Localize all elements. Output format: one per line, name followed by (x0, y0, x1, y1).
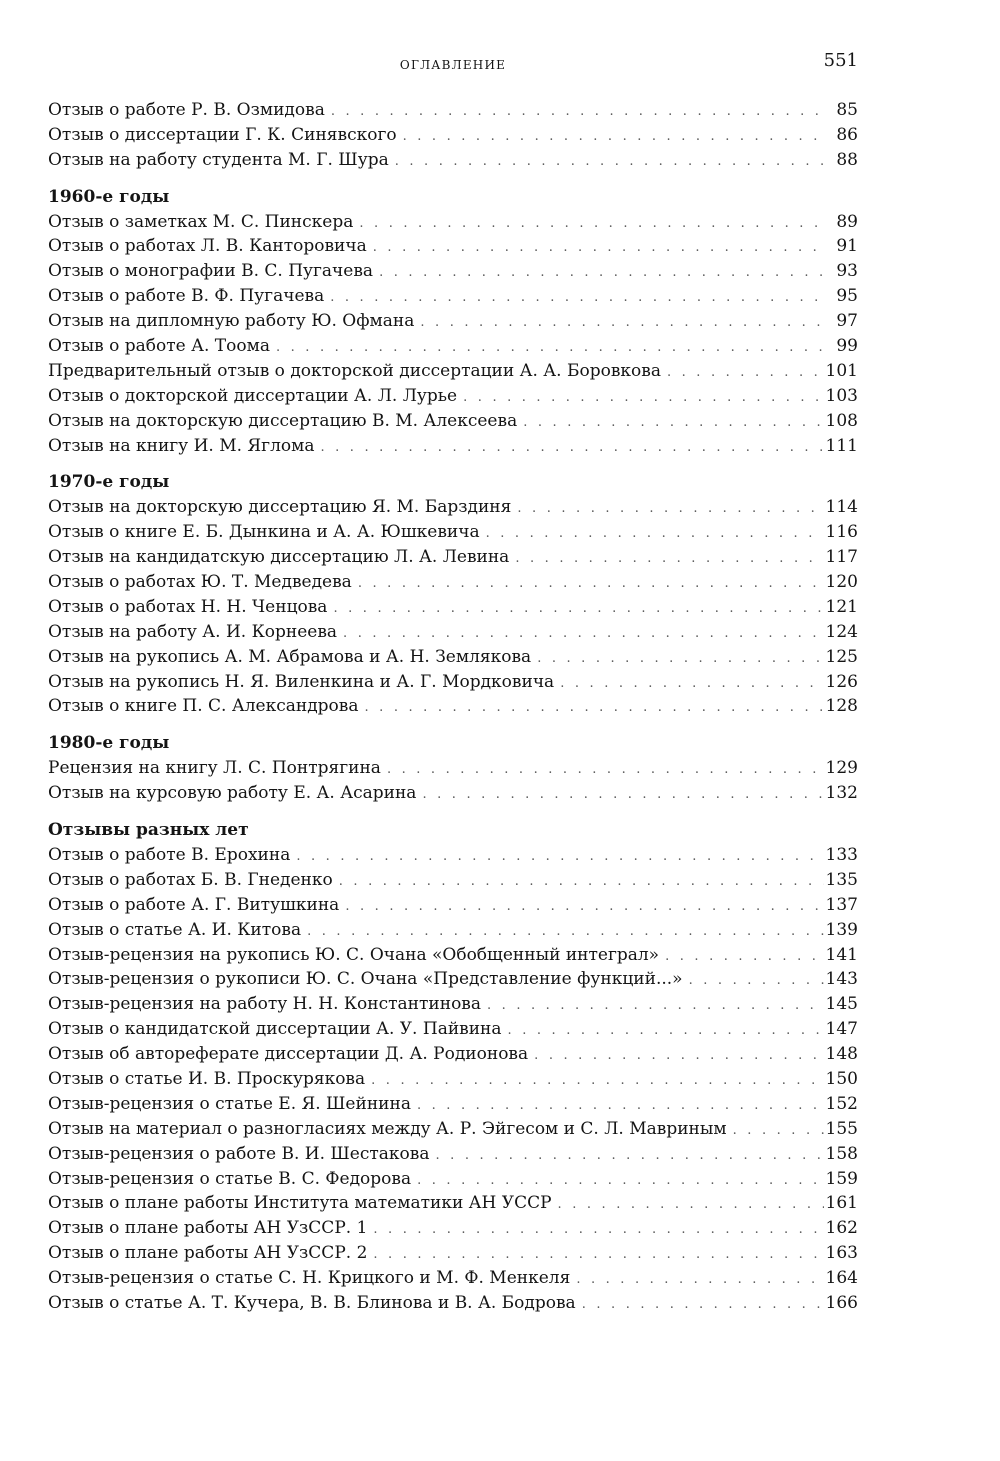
dot-leader (307, 920, 823, 945)
dot-leader (339, 870, 824, 895)
toc-entry-page: 99 (836, 336, 858, 357)
toc-entry-title: Отзыв на работу студента М. Г. Шура (48, 149, 389, 170)
dot-leader (395, 150, 826, 175)
toc-entry[interactable] (48, 309, 858, 334)
toc-entry-page: 164 (825, 1268, 858, 1289)
toc-entry[interactable] (48, 893, 858, 918)
toc-entry[interactable] (48, 284, 858, 309)
toc-entry[interactable] (48, 570, 858, 595)
toc-entry[interactable] (48, 645, 858, 670)
toc-entry-title: Отзыв-рецензия на работу Н. Н. Константинова (48, 994, 482, 1015)
toc-entry[interactable] (48, 359, 858, 384)
toc-entry-page: 148 (825, 1044, 858, 1065)
dot-leader (534, 1044, 823, 1069)
toc-entry[interactable] (48, 234, 858, 259)
toc-entry[interactable] (48, 1167, 858, 1192)
dot-leader (733, 1119, 824, 1144)
toc-entry[interactable] (48, 670, 858, 695)
toc-entry-title: Отзыв на докторскую диссертацию Я. М. Барздиня (48, 497, 512, 518)
toc-entry-title: Отзыв об автореферате диссертации Д. А. Родионова (48, 1044, 529, 1065)
toc-entry-title: Отзыв на курсовую работу Е. А. Асарина (48, 783, 417, 804)
dot-leader (371, 1069, 823, 1094)
dot-leader (523, 411, 823, 436)
dot-leader (422, 783, 823, 808)
section-heading: Отзывы разных лет (48, 820, 249, 841)
toc-entry-page: 97 (836, 311, 858, 332)
toc-entry[interactable] (48, 1266, 858, 1291)
toc-entry-title: Отзыв о плане работы АН УзССР. 2 (48, 1243, 368, 1264)
toc-entry-title: Отзыв-рецензия о статье С. Н. Крицкого и М. Ф. Менкеля (48, 1268, 571, 1289)
toc-entry-title: Отзыв о работах Н. Н. Ченцова (48, 596, 328, 617)
toc-entry[interactable] (48, 992, 858, 1017)
toc-entry[interactable] (48, 756, 858, 781)
toc-entry-page: 143 (825, 969, 858, 990)
toc-entry-page: 150 (825, 1068, 858, 1089)
dot-leader (403, 125, 826, 150)
dot-leader (508, 1019, 824, 1044)
toc-section (48, 470, 858, 719)
toc-entry[interactable] (48, 1067, 858, 1092)
dot-leader (373, 236, 826, 261)
toc-entry[interactable] (48, 694, 858, 719)
dot-leader (358, 572, 824, 597)
toc-intro-list (48, 98, 858, 173)
toc-entry-page: 139 (825, 919, 858, 940)
toc-entry-title: Отзыв о диссертации Г. К. Синявского (48, 124, 397, 145)
toc-entry[interactable] (48, 259, 858, 284)
toc-entry-title: Предварительный отзыв о докторской диссертации А. А. Боровкова (48, 360, 661, 381)
section-heading: 1960-е годы (48, 186, 170, 207)
toc-entry[interactable] (48, 123, 858, 148)
toc-entry[interactable] (48, 781, 858, 806)
toc-entry-title: Отзыв-рецензия на рукопись Ю. С. Очана «Обобщенный интеграл» (48, 944, 660, 965)
toc-entry-page: 116 (825, 522, 858, 543)
toc-entry-title: Отзыв о книге П. С. Александрова (48, 696, 359, 717)
toc-entry[interactable] (48, 520, 858, 545)
toc-entry[interactable] (48, 210, 858, 235)
running-head-title: ОГЛАВЛЕНИЕ (399, 58, 507, 72)
toc-entry-page: 124 (825, 621, 858, 642)
toc-entry-page: 126 (825, 671, 858, 692)
dot-leader (665, 945, 823, 970)
toc-entry[interactable] (48, 843, 858, 868)
toc-entry-page: 145 (825, 994, 858, 1015)
toc-entry-title: Отзыв о работе А. Г. Витушкина (48, 894, 340, 915)
toc-entry-page: 117 (825, 547, 858, 568)
toc-entry-page: 147 (825, 1019, 858, 1040)
dot-leader (345, 895, 823, 920)
dot-leader (387, 758, 824, 783)
dot-leader (296, 845, 823, 870)
toc-entry[interactable] (48, 1291, 858, 1316)
toc-entry[interactable] (48, 334, 858, 359)
running-head (48, 50, 858, 82)
toc-entry-title: Отзыв о работе В. Ф. Пугачева (48, 286, 325, 307)
toc-entry-title: Отзыв на рукопись Н. Я. Виленкина и А. Г. Мордковича (48, 671, 555, 692)
dot-leader (373, 1243, 823, 1268)
toc-entry[interactable] (48, 967, 858, 992)
toc-entry-page: 125 (825, 646, 858, 667)
toc-entry-page: 135 (825, 869, 858, 890)
dot-leader (365, 696, 824, 721)
toc-entry-title: Отзыв о плане работы Института математики АН УССР (48, 1193, 552, 1214)
toc-entry[interactable] (48, 1092, 858, 1117)
dot-leader (435, 1144, 823, 1169)
toc-entry-title: Отзыв о работах Б. В. Гнеденко (48, 869, 333, 890)
dot-leader (515, 547, 823, 572)
toc-entry-title: Отзыв на дипломную работу Ю. Офмана (48, 311, 415, 332)
toc-entry-page: 128 (825, 696, 858, 717)
toc-entry[interactable] (48, 943, 858, 968)
toc-section (48, 731, 858, 806)
toc-entry-page: 137 (825, 894, 858, 915)
toc-entry-page: 132 (825, 783, 858, 804)
toc-entry-title: Отзыв о монографии В. С. Пугачева (48, 261, 374, 282)
toc-entry[interactable] (48, 98, 858, 123)
dot-leader (689, 969, 824, 994)
toc-entry-page: 166 (825, 1292, 858, 1313)
toc-entry-title: Отзыв о книге Е. Б. Дынкина и А. А. Юшкевича (48, 522, 480, 543)
toc-entry-page: 133 (825, 844, 858, 865)
dot-leader (331, 100, 826, 125)
toc-entry-title: Отзыв на кандидатскую диссертацию Л. А. Левина (48, 547, 510, 568)
toc-entry-page: 158 (825, 1143, 858, 1164)
toc-entry-page: 120 (825, 572, 858, 593)
toc-entry-page: 141 (825, 944, 858, 965)
toc-entry-title: Отзыв о работах Ю. Т. Медведева (48, 572, 352, 593)
toc-entry-page: 111 (825, 435, 858, 456)
toc-entry-title: Отзыв-рецензия о рукописи Ю. С. Очана «Представление функций...» (48, 969, 683, 990)
toc-entry-title: Отзыв о работах Л. В. Канторовича (48, 236, 367, 257)
toc-entry-title: Отзыв-рецензия о статье Е. Я. Шейнина (48, 1093, 411, 1114)
toc-entry-title: Отзыв о статье И. В. Проскурякова (48, 1068, 366, 1089)
toc-entry[interactable] (48, 1117, 858, 1142)
toc-entry[interactable] (48, 384, 858, 409)
toc-entry-page: 89 (836, 211, 858, 232)
dot-leader (373, 1218, 823, 1243)
toc-entry-title: Отзыв о работе В. Ерохина (48, 844, 291, 865)
toc-entry-title: Отзыв на работу А. И. Корнеева (48, 621, 338, 642)
dot-leader (517, 497, 823, 522)
toc-entry-title: Отзыв о заметках М. С. Пинскера (48, 211, 354, 232)
toc-entry-page: 93 (836, 261, 858, 282)
dot-leader (420, 311, 826, 336)
toc-entry-page: 108 (825, 410, 858, 431)
toc-entry-title: Отзыв о статье А. Т. Кучера, В. В. Блинова и В. А. Бодрова (48, 1292, 576, 1313)
toc-entry[interactable] (48, 595, 858, 620)
toc-entry[interactable] (48, 868, 858, 893)
toc-entry[interactable] (48, 1241, 858, 1266)
dot-leader (276, 336, 826, 361)
toc-entry-page: 162 (825, 1218, 858, 1239)
toc-entry[interactable] (48, 148, 858, 173)
toc-entry[interactable] (48, 1191, 858, 1216)
toc-entry[interactable] (48, 918, 858, 943)
dot-leader (359, 212, 826, 237)
toc-entry-title: Отзыв на рукопись А. М. Абрамова и А. Н. Землякова (48, 646, 532, 667)
dot-leader (537, 647, 823, 672)
dot-leader (379, 261, 826, 286)
page-number: 551 (823, 50, 858, 71)
toc-entry-page: 159 (825, 1168, 858, 1189)
dot-leader (330, 286, 826, 311)
toc-entry-page: 163 (825, 1243, 858, 1264)
dot-leader (667, 361, 824, 386)
dot-leader (486, 522, 824, 547)
section-heading: 1970-е годы (48, 472, 170, 493)
section-heading: 1980-е годы (48, 733, 170, 754)
dot-leader (560, 672, 823, 697)
dot-leader (582, 1293, 824, 1318)
dot-leader (558, 1193, 824, 1218)
toc-entry-page: 101 (825, 360, 858, 381)
toc-entry-title: Отзыв о работе Р. В. Озмидова (48, 100, 325, 120)
dot-leader (333, 597, 823, 622)
toc-entry-page: 88 (836, 149, 858, 170)
toc-entry-page: 114 (825, 497, 858, 518)
toc-entry[interactable] (48, 1017, 858, 1042)
toc-sections (48, 185, 858, 1316)
toc-entry-title: Отзыв-рецензия о статье В. С. Федорова (48, 1168, 412, 1189)
dot-leader (320, 436, 823, 461)
toc-entry-page: 103 (825, 385, 858, 406)
toc-entry[interactable] (48, 434, 858, 459)
toc-entry-page: 161 (825, 1193, 858, 1214)
toc-entry-title: Отзыв о работе А. Тоома (48, 336, 270, 357)
toc-entry[interactable] (48, 1042, 858, 1067)
dot-leader (343, 622, 824, 647)
toc-entry[interactable] (48, 1216, 858, 1241)
toc-entry-page: 155 (825, 1118, 858, 1139)
toc-entry-title: Отзыв на докторскую диссертацию В. М. Алексеева (48, 410, 518, 431)
dot-leader (463, 386, 823, 411)
toc-entry-title: Отзыв о кандидатской диссертации А. У. Пайвина (48, 1019, 502, 1040)
toc-entry[interactable] (48, 545, 858, 570)
toc-entry-title: Отзыв о статье А. И. Китова (48, 919, 302, 940)
dot-leader (417, 1169, 823, 1194)
toc-section (48, 185, 858, 459)
toc-entry[interactable] (48, 1142, 858, 1167)
toc-entry-page: 85 (836, 100, 858, 120)
toc-entry[interactable] (48, 409, 858, 434)
toc-entry-title: Отзыв на материал о разногласиях между А. Р. Эйгесом и С. Л. Мавриным (48, 1118, 727, 1139)
toc-entry-page: 91 (836, 236, 858, 257)
dot-leader (576, 1268, 823, 1293)
toc-entry-page: 152 (825, 1093, 858, 1114)
toc-section (48, 818, 858, 1316)
dot-leader (417, 1094, 824, 1119)
toc-entry-page: 121 (825, 596, 858, 617)
toc-entry-page: 129 (825, 758, 858, 779)
toc-entry-page: 86 (836, 124, 858, 145)
toc-entry-title: Отзыв на книгу И. М. Яглома (48, 435, 315, 456)
toc-entry-page: 95 (836, 286, 858, 307)
toc-entry-title: Рецензия на книгу Л. С. Понтрягина (48, 758, 381, 779)
toc-entry-title: Отзыв о плане работы АН УзССР. 1 (48, 1218, 368, 1239)
toc-entry-title: Отзыв о докторской диссертации А. Л. Лурье (48, 385, 458, 406)
toc-entry[interactable] (48, 620, 858, 645)
dot-leader (487, 994, 824, 1019)
toc-entry-title: Отзыв-рецензия о работе В. И. Шестакова (48, 1143, 430, 1164)
toc-page (48, 50, 858, 1316)
toc-entry[interactable] (48, 495, 858, 520)
